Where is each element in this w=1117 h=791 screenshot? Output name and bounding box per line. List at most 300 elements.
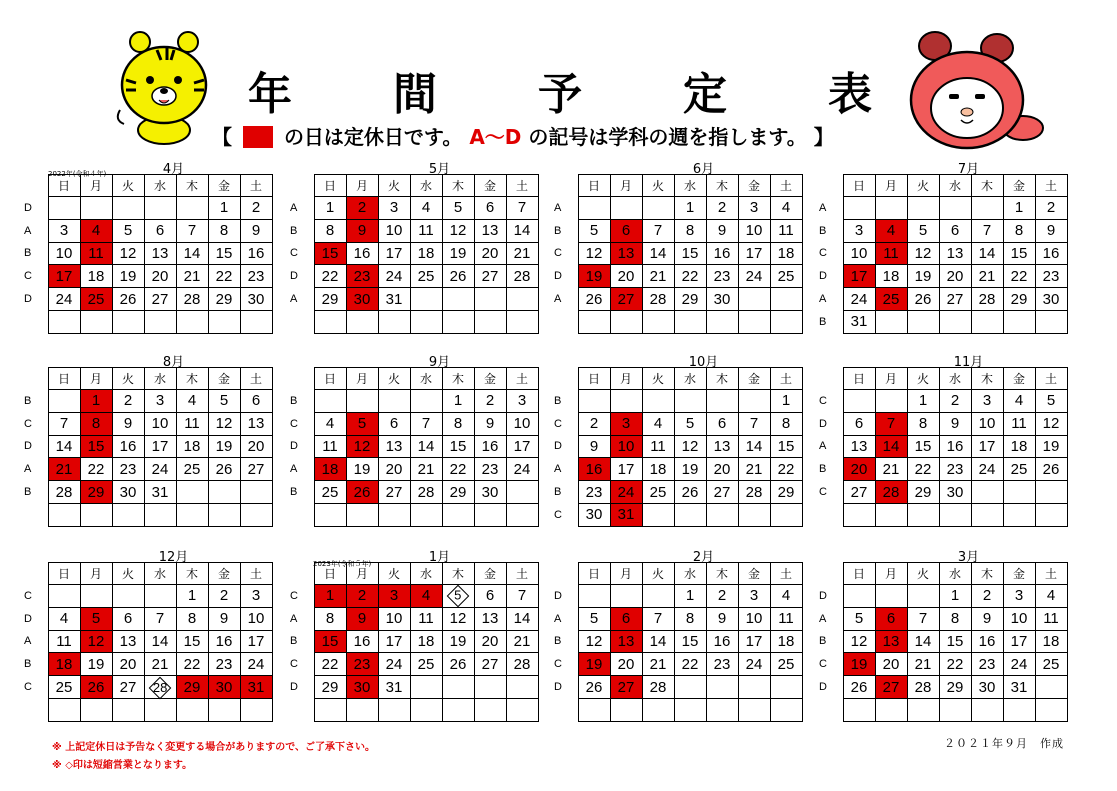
day-cell: 25 bbox=[410, 265, 442, 288]
holiday-day-cell: 27 bbox=[610, 288, 642, 311]
day-cell bbox=[208, 503, 240, 526]
holiday-day-cell: 12 bbox=[346, 435, 378, 458]
note-holiday-change: ※ 上記定休日は予告なく変更する場合がありますので、ご了承下さい。 bbox=[52, 742, 376, 753]
day-cell: 16 bbox=[346, 630, 378, 653]
week-label: D bbox=[24, 612, 32, 625]
weekday-header: 月 bbox=[875, 563, 907, 585]
month-table bbox=[552, 174, 803, 334]
weekday-header: 金 bbox=[1003, 368, 1035, 390]
weekday-header: 日 bbox=[314, 175, 346, 197]
weekday-header: 日 bbox=[48, 368, 80, 390]
day-cell: 5 bbox=[578, 607, 610, 630]
day-cell bbox=[875, 310, 907, 333]
weekday-header: 水 bbox=[144, 175, 176, 197]
day-cell: 18 bbox=[1003, 435, 1035, 458]
day-cell: 16 bbox=[346, 242, 378, 265]
weekday-header: 土 bbox=[770, 563, 802, 585]
week-label: D bbox=[290, 681, 298, 694]
day-cell bbox=[674, 698, 706, 721]
day-cell bbox=[48, 310, 80, 333]
weekday-header: 金 bbox=[208, 563, 240, 585]
day-number: 5 bbox=[454, 588, 462, 604]
day-cell: 14 bbox=[971, 242, 1003, 265]
day-cell: 1 bbox=[770, 390, 802, 413]
holiday-day-cell: 25 bbox=[875, 288, 907, 311]
day-cell: 17 bbox=[1003, 630, 1035, 653]
diamond-mark-icon bbox=[447, 585, 470, 608]
day-cell: 6 bbox=[474, 197, 506, 220]
day-cell: 6 bbox=[144, 219, 176, 242]
day-cell: 17 bbox=[738, 630, 770, 653]
day-cell bbox=[610, 310, 642, 333]
week-row bbox=[817, 458, 1067, 481]
day-cell: 4 bbox=[770, 585, 802, 608]
week-label bbox=[552, 563, 578, 585]
day-cell: 25 bbox=[770, 653, 802, 676]
day-cell: 20 bbox=[875, 653, 907, 676]
day-cell: 3 bbox=[378, 197, 410, 220]
weekday-header: 日 bbox=[314, 563, 346, 585]
week-row bbox=[288, 197, 538, 220]
day-cell: 20 bbox=[240, 435, 272, 458]
day-cell: 23 bbox=[706, 265, 738, 288]
day-cell bbox=[208, 698, 240, 721]
week-row bbox=[22, 435, 272, 458]
day-cell bbox=[578, 698, 610, 721]
day-cell: 27 bbox=[112, 676, 144, 699]
day-cell: 11 bbox=[410, 607, 442, 630]
day-cell: 13 bbox=[240, 412, 272, 435]
day-cell: 8 bbox=[939, 607, 971, 630]
day-cell: 21 bbox=[144, 653, 176, 676]
week-row bbox=[288, 310, 538, 333]
weekday-header: 金 bbox=[738, 175, 770, 197]
day-cell bbox=[738, 390, 770, 413]
weekday-header: 日 bbox=[578, 563, 610, 585]
day-cell: 15 bbox=[674, 630, 706, 653]
weekday-header: 火 bbox=[907, 175, 939, 197]
day-cell bbox=[80, 698, 112, 721]
day-cell bbox=[875, 698, 907, 721]
weekday-header: 水 bbox=[939, 368, 971, 390]
day-cell: 14 bbox=[738, 435, 770, 458]
week-label: A bbox=[290, 612, 298, 625]
day-cell bbox=[506, 676, 538, 699]
weekday-header: 火 bbox=[112, 563, 144, 585]
week-label: D bbox=[819, 681, 827, 694]
day-cell: 3 bbox=[144, 390, 176, 413]
day-cell: 16 bbox=[1035, 242, 1067, 265]
day-cell: 7 bbox=[410, 412, 442, 435]
holiday-day-cell: 25 bbox=[80, 288, 112, 311]
day-cell: 13 bbox=[474, 219, 506, 242]
holiday-day-cell: 17 bbox=[48, 265, 80, 288]
day-cell: 19 bbox=[346, 458, 378, 481]
day-cell bbox=[474, 676, 506, 699]
week-label bbox=[288, 175, 314, 197]
day-cell bbox=[1003, 503, 1035, 526]
weekday-header: 水 bbox=[144, 368, 176, 390]
week-label: B bbox=[290, 224, 298, 237]
day-cell: 22 bbox=[939, 653, 971, 676]
week-row bbox=[288, 265, 538, 288]
holiday-day-cell: 1 bbox=[80, 390, 112, 413]
era-label-2022: 2022年(令和４年) bbox=[48, 170, 107, 178]
weekday-header: 木 bbox=[442, 368, 474, 390]
day-cell bbox=[176, 503, 208, 526]
week-label: B bbox=[24, 247, 32, 260]
day-cell: 22 bbox=[1003, 265, 1035, 288]
month-table bbox=[288, 174, 539, 334]
weekday-header: 土 bbox=[240, 175, 272, 197]
week-label: A bbox=[819, 293, 827, 306]
day-cell: 9 bbox=[578, 435, 610, 458]
day-cell: 19 bbox=[1035, 435, 1067, 458]
week-label bbox=[288, 563, 314, 585]
day-cell: 12 bbox=[1035, 412, 1067, 435]
day-cell: 2 bbox=[971, 585, 1003, 608]
day-cell: 28 bbox=[506, 653, 538, 676]
week-label: B bbox=[819, 224, 827, 237]
week-row bbox=[288, 219, 538, 242]
week-label bbox=[22, 563, 48, 585]
day-cell: 7 bbox=[144, 607, 176, 630]
day-cell bbox=[1003, 310, 1035, 333]
day-cell bbox=[1035, 503, 1067, 526]
day-cell: 30 bbox=[971, 676, 1003, 699]
day-cell: 21 bbox=[176, 265, 208, 288]
day-cell bbox=[346, 390, 378, 413]
day-cell bbox=[770, 288, 802, 311]
weekday-header: 土 bbox=[506, 368, 538, 390]
day-cell: 29 bbox=[208, 288, 240, 311]
day-cell: 24 bbox=[738, 265, 770, 288]
day-cell: 22 bbox=[674, 265, 706, 288]
holiday-swatch bbox=[243, 126, 273, 148]
week-row bbox=[817, 481, 1067, 504]
month-title: 12月 bbox=[158, 550, 189, 565]
holiday-day-cell: 1 bbox=[314, 585, 346, 608]
day-cell bbox=[176, 481, 208, 504]
day-cell: 1 bbox=[314, 197, 346, 220]
weekday-header: 金 bbox=[208, 175, 240, 197]
week-label: A bbox=[290, 293, 298, 306]
day-cell: 30 bbox=[706, 288, 738, 311]
month-title: 2月 bbox=[692, 550, 715, 565]
day-cell bbox=[442, 310, 474, 333]
day-cell bbox=[971, 503, 1003, 526]
day-cell: 24 bbox=[378, 653, 410, 676]
weekday-header: 金 bbox=[208, 368, 240, 390]
week-row bbox=[552, 607, 802, 630]
day-cell bbox=[240, 698, 272, 721]
weekday-header: 水 bbox=[939, 563, 971, 585]
day-cell: 6 bbox=[378, 412, 410, 435]
weekday-header: 金 bbox=[1003, 563, 1035, 585]
day-cell: 10 bbox=[144, 412, 176, 435]
week-label: A bbox=[290, 201, 298, 214]
day-cell bbox=[506, 503, 538, 526]
day-cell: 31 bbox=[378, 288, 410, 311]
weekday-header: 金 bbox=[738, 368, 770, 390]
weekday-header: 土 bbox=[770, 175, 802, 197]
holiday-day-cell: 31 bbox=[610, 503, 642, 526]
week-row bbox=[22, 630, 272, 653]
day-cell bbox=[674, 310, 706, 333]
month-title: 1月 bbox=[428, 550, 451, 565]
day-cell: 28 bbox=[907, 676, 939, 699]
day-cell bbox=[410, 676, 442, 699]
holiday-day-cell: 2 bbox=[346, 197, 378, 220]
day-cell: 28 bbox=[642, 288, 674, 311]
day-cell: 30 bbox=[474, 481, 506, 504]
weekday-header: 月 bbox=[875, 175, 907, 197]
day-cell: 1 bbox=[442, 390, 474, 413]
weekday-header: 木 bbox=[176, 563, 208, 585]
week-label bbox=[288, 310, 314, 333]
day-cell: 16 bbox=[240, 242, 272, 265]
day-cell: 12 bbox=[578, 242, 610, 265]
holiday-day-cell: 4 bbox=[80, 219, 112, 242]
weekday-header: 火 bbox=[378, 563, 410, 585]
day-cell bbox=[506, 481, 538, 504]
day-cell: 30 bbox=[112, 481, 144, 504]
legend-subtitle bbox=[212, 121, 834, 150]
week-row bbox=[288, 390, 538, 413]
day-cell bbox=[907, 698, 939, 721]
week-row bbox=[22, 481, 272, 504]
week-row bbox=[552, 197, 802, 220]
day-cell bbox=[208, 310, 240, 333]
day-cell: 16 bbox=[706, 630, 738, 653]
day-cell: 18 bbox=[176, 435, 208, 458]
day-cell bbox=[971, 310, 1003, 333]
day-cell: 18 bbox=[1035, 630, 1067, 653]
week-row bbox=[817, 219, 1067, 242]
day-cell: 7 bbox=[971, 219, 1003, 242]
day-cell: 28 bbox=[738, 481, 770, 504]
weekday-header: 月 bbox=[346, 368, 378, 390]
week-row bbox=[552, 242, 802, 265]
weekday-header: 月 bbox=[346, 175, 378, 197]
week-label: B bbox=[554, 635, 562, 648]
day-cell: 8 bbox=[314, 219, 346, 242]
day-cell bbox=[1003, 481, 1035, 504]
week-label: D bbox=[24, 201, 32, 214]
holiday-day-cell: 23 bbox=[346, 653, 378, 676]
day-cell bbox=[578, 310, 610, 333]
week-row bbox=[22, 503, 272, 526]
day-cell bbox=[474, 288, 506, 311]
day-cell: 17 bbox=[240, 630, 272, 653]
day-cell bbox=[610, 197, 642, 220]
week-row bbox=[288, 607, 538, 630]
day-cell: 22 bbox=[314, 265, 346, 288]
weekday-header: 月 bbox=[80, 563, 112, 585]
day-cell: 27 bbox=[939, 288, 971, 311]
week-label: C bbox=[554, 417, 562, 430]
day-cell: 18 bbox=[410, 242, 442, 265]
day-cell: 21 bbox=[738, 458, 770, 481]
week-label bbox=[552, 175, 578, 197]
day-cell: 3 bbox=[1003, 585, 1035, 608]
holiday-day-cell: 11 bbox=[80, 242, 112, 265]
week-row bbox=[817, 630, 1067, 653]
day-cell: 2 bbox=[240, 197, 272, 220]
week-label: C bbox=[290, 589, 298, 602]
holiday-day-cell: 15 bbox=[80, 435, 112, 458]
week-row bbox=[288, 676, 538, 699]
weekday-header: 土 bbox=[770, 368, 802, 390]
holiday-day-cell: 10 bbox=[610, 435, 642, 458]
day-cell: 12 bbox=[843, 630, 875, 653]
day-cell: 11 bbox=[410, 219, 442, 242]
day-cell: 28 bbox=[642, 676, 674, 699]
day-cell bbox=[378, 310, 410, 333]
day-cell bbox=[80, 197, 112, 220]
holiday-day-cell: 6 bbox=[875, 607, 907, 630]
week-label: B bbox=[290, 635, 298, 648]
day-cell bbox=[770, 676, 802, 699]
day-cell: 27 bbox=[378, 481, 410, 504]
day-cell: 9 bbox=[240, 219, 272, 242]
holiday-day-cell: 4 bbox=[875, 219, 907, 242]
week-label: C bbox=[290, 247, 298, 260]
day-cell: 17 bbox=[738, 242, 770, 265]
day-cell: 29 bbox=[907, 481, 939, 504]
day-cell: 29 bbox=[674, 288, 706, 311]
week-label: A bbox=[554, 463, 562, 476]
day-cell: 14 bbox=[506, 219, 538, 242]
day-cell: 13 bbox=[706, 435, 738, 458]
week-label: A bbox=[819, 201, 827, 214]
day-cell: 12 bbox=[442, 219, 474, 242]
day-cell: 26 bbox=[907, 288, 939, 311]
day-cell: 20 bbox=[939, 265, 971, 288]
day-cell: 16 bbox=[474, 435, 506, 458]
day-cell bbox=[176, 310, 208, 333]
day-cell: 2 bbox=[112, 390, 144, 413]
holiday-day-cell: 26 bbox=[346, 481, 378, 504]
holiday-day-cell: 11 bbox=[875, 242, 907, 265]
bear-mascot-icon bbox=[905, 28, 1045, 153]
day-cell bbox=[674, 390, 706, 413]
weekday-header: 土 bbox=[1035, 175, 1067, 197]
holiday-day-cell: 3 bbox=[378, 585, 410, 608]
day-cell: 5 bbox=[843, 607, 875, 630]
day-cell bbox=[80, 503, 112, 526]
day-cell: 13 bbox=[378, 435, 410, 458]
day-cell: 14 bbox=[642, 242, 674, 265]
month-table bbox=[288, 367, 539, 527]
day-cell bbox=[971, 698, 1003, 721]
weekday-header: 木 bbox=[442, 563, 474, 585]
day-cell: 5 bbox=[674, 412, 706, 435]
week-row bbox=[552, 630, 802, 653]
day-cell: 15 bbox=[176, 630, 208, 653]
note-diamond: ※ ◇印は短縮営業となります。 bbox=[52, 760, 193, 771]
day-cell: 10 bbox=[48, 242, 80, 265]
weekday-header: 水 bbox=[410, 368, 442, 390]
week-row bbox=[22, 219, 272, 242]
weekday-header: 水 bbox=[674, 563, 706, 585]
day-cell: 14 bbox=[506, 607, 538, 630]
week-row bbox=[22, 197, 272, 220]
week-row bbox=[22, 265, 272, 288]
week-label: D bbox=[554, 270, 562, 283]
week-row bbox=[552, 219, 802, 242]
day-cell: 24 bbox=[378, 265, 410, 288]
day-cell bbox=[144, 585, 176, 608]
week-row bbox=[22, 412, 272, 435]
day-cell bbox=[738, 288, 770, 311]
day-cell: 6 bbox=[706, 412, 738, 435]
week-label: C bbox=[24, 681, 32, 694]
day-cell: 23 bbox=[706, 653, 738, 676]
week-label: D bbox=[24, 293, 32, 306]
day-cell bbox=[939, 698, 971, 721]
week-label bbox=[288, 503, 314, 526]
day-cell bbox=[506, 310, 538, 333]
holiday-day-cell: 15 bbox=[314, 630, 346, 653]
week-label: B bbox=[554, 486, 562, 499]
day-cell: 26 bbox=[208, 458, 240, 481]
weekday-header: 日 bbox=[48, 175, 80, 197]
day-cell: 9 bbox=[939, 412, 971, 435]
week-label: A bbox=[24, 635, 32, 648]
week-row bbox=[22, 310, 272, 333]
week-label: B bbox=[819, 635, 827, 648]
day-cell bbox=[578, 585, 610, 608]
week-row bbox=[22, 676, 272, 699]
month-title: 7月 bbox=[957, 162, 980, 177]
day-cell bbox=[144, 310, 176, 333]
day-cell: 8 bbox=[176, 607, 208, 630]
day-cell: 26 bbox=[578, 288, 610, 311]
day-cell: 14 bbox=[144, 630, 176, 653]
week-label: A bbox=[290, 463, 298, 476]
day-cell: 3 bbox=[48, 219, 80, 242]
day-cell: 23 bbox=[1035, 265, 1067, 288]
week-row bbox=[817, 197, 1067, 220]
day-cell: 2 bbox=[474, 390, 506, 413]
holiday-day-cell: 29 bbox=[80, 481, 112, 504]
day-cell: 23 bbox=[578, 481, 610, 504]
day-cell: 30 bbox=[578, 503, 610, 526]
weekday-header: 火 bbox=[112, 368, 144, 390]
holiday-day-cell: 27 bbox=[610, 676, 642, 699]
day-cell: 12 bbox=[208, 412, 240, 435]
weekday-header: 火 bbox=[378, 175, 410, 197]
week-label bbox=[817, 175, 843, 197]
day-cell bbox=[144, 197, 176, 220]
week-row bbox=[817, 310, 1067, 333]
day-cell: 24 bbox=[843, 288, 875, 311]
day-cell: 22 bbox=[176, 653, 208, 676]
day-cell: 3 bbox=[738, 585, 770, 608]
day-cell bbox=[875, 390, 907, 413]
day-cell: 29 bbox=[939, 676, 971, 699]
week-label bbox=[288, 698, 314, 721]
day-cell: 18 bbox=[875, 265, 907, 288]
day-cell bbox=[378, 698, 410, 721]
holiday-day-cell: 4 bbox=[410, 585, 442, 608]
day-cell bbox=[642, 310, 674, 333]
day-cell: 31 bbox=[843, 310, 875, 333]
weekday-header: 月 bbox=[80, 368, 112, 390]
week-row bbox=[288, 458, 538, 481]
month-title: 8月 bbox=[162, 355, 185, 370]
